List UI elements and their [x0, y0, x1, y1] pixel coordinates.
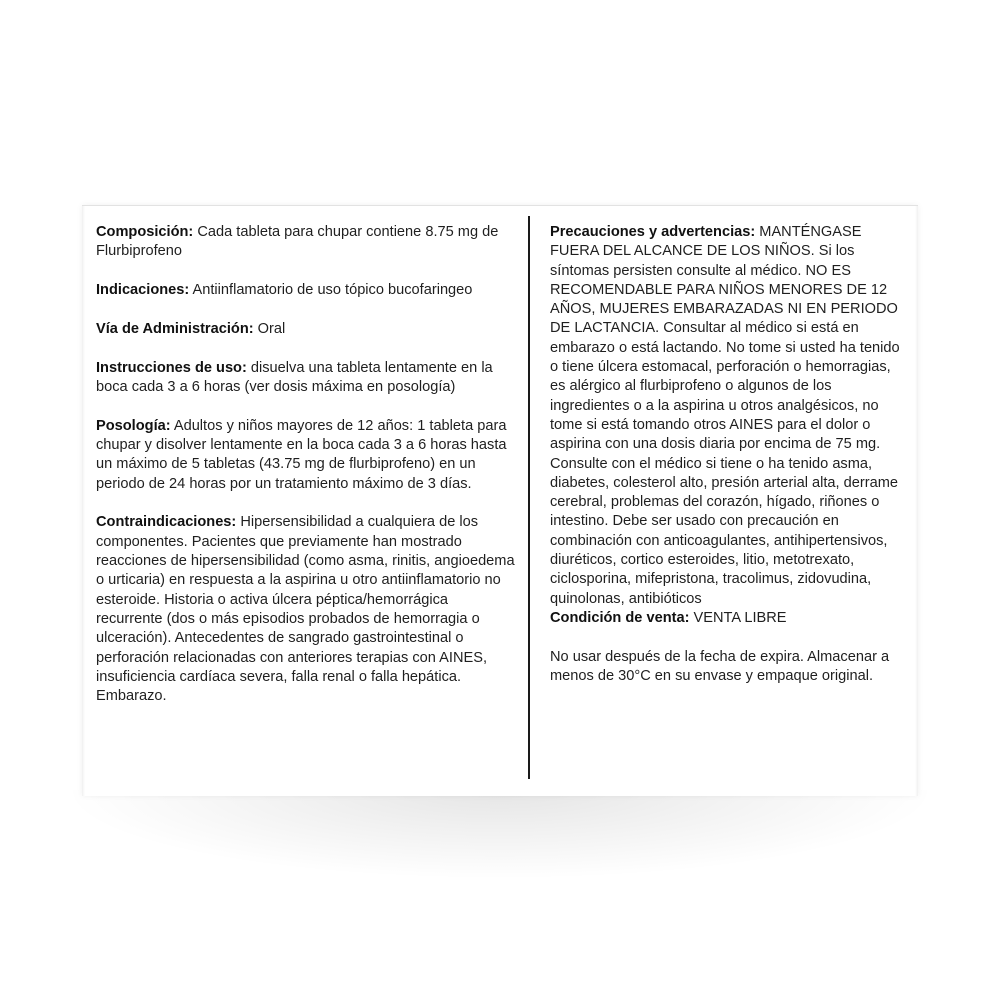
almacenamiento-text: No usar después de la fecha de expira. Almacenar a menos de 30°C en su envase y empaque original. — [550, 648, 890, 685]
contraindicaciones-label: Contraindicaciones: — [96, 514, 237, 531]
contraindicaciones-text: Hipersensibilidad a cualquiera de los componentes. Pacientes que previamente han mostrado reacciones de hipersensibilidad (como asma, rinitis, angioedema o urticaria) en respuesta a la aspirina u otro antiinflamatorio no esteroide. Historia o activa úlcera péptica/hemorrágica recurrente (dos o más episodios probados de hemorragia o ulceración). Antecedentes de sangrado gastrointestinal o perforación relacionadas con anteriores terapias con AINES, insuficiencia cardíaca severa, falla renal o falla hepática. Embarazo. — [96, 514, 515, 705]
panel-edge-left — [82, 206, 85, 796]
posologia-text: Adultos y niños mayores de 12 años: 1 tableta para chupar y disolver lentamente en la boca cada 3 a 6 horas hasta un máximo de 5 tabletas (43.75 mg de flurbiprofeno) en un periodo de 24 horas por un tratamiento máximo de 3 días. — [96, 417, 507, 492]
composicion-label: Composición: — [96, 224, 194, 240]
indicaciones-text: Antiinflamatorio de uso tópico bucofaringeo — [189, 282, 473, 299]
precauciones-label: Precauciones y advertencias: — [550, 224, 756, 240]
posologia-section — [96, 417, 516, 494]
left-column — [96, 223, 516, 706]
via-text: Oral — [253, 320, 286, 337]
via-label: Vía de Administración: — [96, 320, 254, 337]
condicion-section — [550, 609, 906, 628]
via-section — [96, 320, 516, 339]
panel-edge-right — [915, 206, 918, 796]
package-panel — [82, 205, 918, 796]
composicion-section — [96, 223, 516, 262]
indicaciones-label: Indicaciones: — [96, 282, 190, 299]
precauciones-section — [550, 223, 906, 609]
condicion-label: Condición de venta: — [550, 609, 690, 626]
right-column — [550, 223, 906, 686]
instrucciones-label: Instrucciones de uso: — [96, 359, 247, 376]
column-divider — [528, 216, 530, 779]
precauciones-text: MANTÉNGASE FUERA DEL ALCANCE DE LOS NIÑOS. Si los síntomas persisten consulte al médico. NO ES RECOMENDABLE PARA NIÑOS MENORES DE 12 AÑOS, MUJERES EMBARAZADAS NI EN PERIODO DE LACTANCIA. Consultar al médico si está en embarazo o está lactando. No tome si usted ha tenido o tiene úlcera estomacal, perforación o hemorragias, es alérgico al flurbiprofeno o algunos de los ingredientes o a la aspirina u otros analgésicos, no tome si está tomando otros AINES para el dolor o aspirina con una dosis diaria por encima de 75 mg. Consulte con el médico si tiene o ha tenido asma, diabetes, colesterol alto, presión arterial alta, derrame cerebral, problemas del corazón, hígado, riñones o intestino. Debe ser usado con precaución en combinación con anticoagulantes, antihipertensivos, diuréticos, cortico esteroides, litio, metotrexato, ciclosporina, mifepristona, tracolimus, zidovudina, quinolonas, antibióticos — [550, 224, 900, 607]
condicion-text: VENTA LIBRE — [689, 609, 787, 626]
instrucciones-section — [96, 359, 516, 398]
instrucciones-text: disuelva una tableta lentamente en la boca cada 3 a 6 horas (ver dosis máxima en posología) — [96, 359, 493, 395]
posologia-label: Posología: — [96, 417, 171, 434]
floor-shadow — [60, 790, 940, 880]
contraindicaciones-section — [96, 513, 516, 706]
almacenamiento-section — [550, 648, 906, 687]
composicion-text: Cada tableta para chupar contiene 8.75 mg de Flurbiprofeno — [96, 224, 499, 260]
indicaciones-section — [96, 281, 516, 300]
